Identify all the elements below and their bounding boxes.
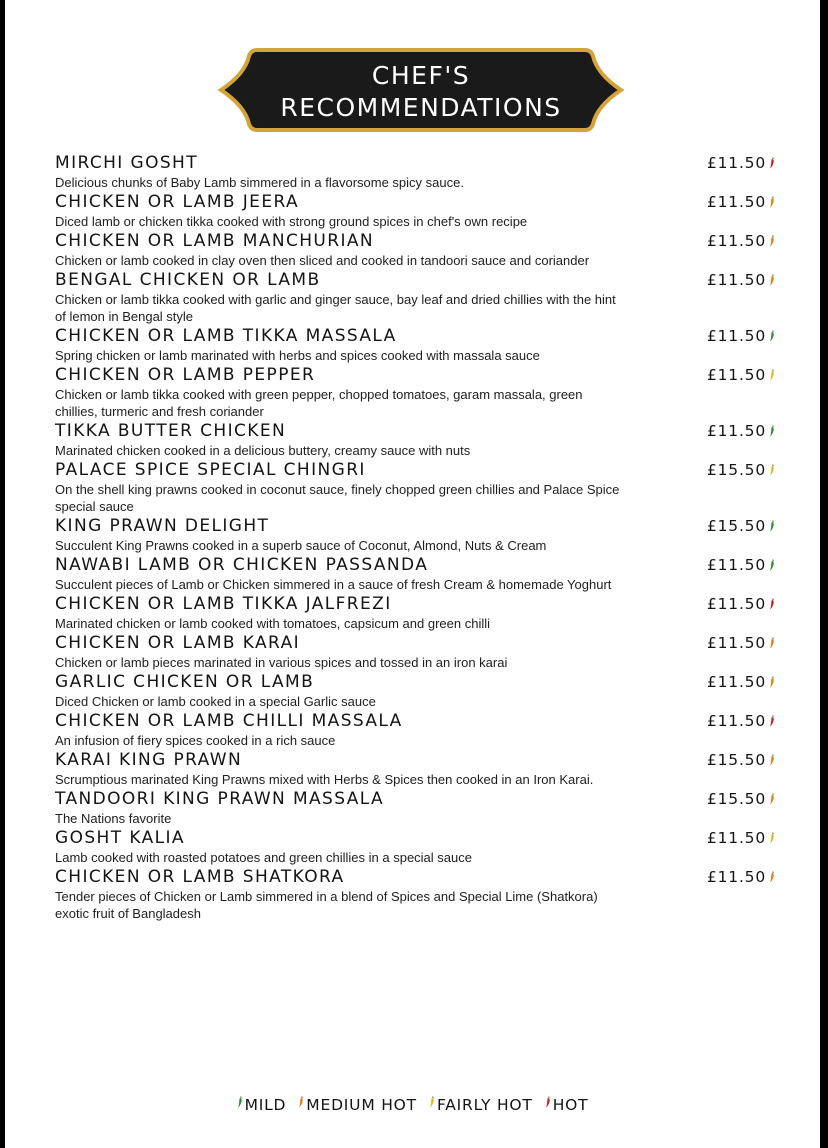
dish-name: CHICKEN OR LAMB KARAI xyxy=(55,633,301,653)
dish-name: CHICKEN OR LAMB SHATKORA xyxy=(55,867,345,887)
dish-name: KING PRAWN DELIGHT xyxy=(55,516,270,536)
menu-item xyxy=(55,515,785,554)
dish-description: Scrumptious marinated King Prawns mixed with Herbs & Spices then cooked in an Iron Karai. xyxy=(55,772,594,787)
dish-price: £15.50 xyxy=(706,751,766,769)
dish-price-group xyxy=(707,868,775,886)
dish-price: £11.50 xyxy=(706,634,766,652)
chilli-medium-hot-icon xyxy=(769,235,775,247)
dish-description: Tender pieces of Chicken or Lamb simmered in a blend of Spices and Special Lime (Shatkora) exotic fruit of Bangladesh xyxy=(55,889,598,921)
chilli-medium-hot-icon xyxy=(769,196,775,208)
dish-price: £15.50 xyxy=(706,461,766,479)
chilli-hot-icon xyxy=(769,598,775,610)
dish-price-group xyxy=(707,154,775,172)
legend-label: FAIRLY HOT xyxy=(436,1096,533,1114)
chilli-fairly-hot-icon xyxy=(769,832,775,844)
dish-description: The Nations favorite xyxy=(55,811,172,826)
dish-name: TANDOORI KING PRAWN MASSALA xyxy=(55,789,385,809)
dish-description: Chicken or lamb tikka cooked with garlic and ginger sauce, bay leaf and dried chillies with the hint of lemon in Bengal style xyxy=(55,292,616,324)
chilli-medium-hot-icon xyxy=(298,1096,304,1108)
dish-name: TIKKA BUTTER CHICKEN xyxy=(55,421,287,441)
menu-item xyxy=(55,788,785,827)
dish-price-group xyxy=(707,790,775,808)
menu-item xyxy=(55,269,785,325)
legend-item-medium-hot xyxy=(298,1096,417,1114)
dish-name: GARLIC CHICKEN OR LAMB xyxy=(55,672,315,692)
dish-name: NAWABI LAMB OR CHICKEN PASSANDA xyxy=(55,555,429,575)
dish-price: £11.50 xyxy=(706,556,766,574)
dish-name: CHICKEN OR LAMB JEERA xyxy=(55,192,300,212)
dish-price: £11.50 xyxy=(706,712,766,730)
dish-name: PALACE SPICE SPECIAL CHINGRI xyxy=(55,460,366,480)
chilli-fairly-hot-icon xyxy=(429,1096,435,1108)
dish-price: £15.50 xyxy=(706,517,766,535)
chilli-mild-icon xyxy=(769,520,775,532)
dish-price-group xyxy=(707,712,775,730)
dish-name: GOSHT KALIA xyxy=(55,828,185,848)
dish-description: Spring chicken or lamb marinated with herbs and spices cooked with massala sauce xyxy=(55,348,540,363)
dish-price: £11.50 xyxy=(706,193,766,211)
dish-price: £11.50 xyxy=(706,595,766,613)
chilli-fairly-hot-icon xyxy=(769,464,775,476)
chilli-medium-hot-icon xyxy=(769,793,775,805)
legend-label: MEDIUM HOT xyxy=(306,1096,417,1114)
dish-name: MIRCHI GOSHT xyxy=(55,153,199,173)
dish-description: Chicken or lamb tikka cooked with green pepper, chopped tomatoes, garam massala, green chillies, turmeric and fresh coriander xyxy=(55,387,583,419)
dish-description: On the shell king prawns cooked in coconut sauce, finely chopped green chillies and Palace Spice special sauce xyxy=(55,482,620,514)
dish-description: Delicious chunks of Baby Lamb simmered in a flavorsome spicy sauce. xyxy=(55,175,464,190)
chilli-fairly-hot-icon xyxy=(769,369,775,381)
dish-price-group xyxy=(707,829,775,847)
dish-price: £11.50 xyxy=(706,422,766,440)
dish-name: CHICKEN OR LAMB TIKKA JALFREZI xyxy=(55,594,392,614)
chilli-hot-icon xyxy=(769,157,775,169)
chilli-hot-icon xyxy=(545,1096,551,1108)
chilli-medium-hot-icon xyxy=(769,871,775,883)
menu-item xyxy=(55,420,785,459)
title-line-1: CHEF'S xyxy=(371,61,471,90)
title-banner xyxy=(217,46,625,134)
dish-price-group xyxy=(707,595,775,613)
legend-item-fairly-hot xyxy=(429,1096,533,1114)
dish-name: CHICKEN OR LAMB MANCHURIAN xyxy=(55,231,375,251)
chilli-hot-icon xyxy=(769,715,775,727)
dish-description: Marinated chicken or lamb cooked with tomatoes, capsicum and green chilli xyxy=(55,616,490,631)
dish-description: An infusion of fiery spices cooked in a rich sauce xyxy=(55,733,336,748)
legend-label: HOT xyxy=(552,1096,589,1114)
dish-price: £11.50 xyxy=(706,868,766,886)
menu-item xyxy=(55,554,785,593)
dish-description: Lamb cooked with roasted potatoes and green chillies in a special sauce xyxy=(55,850,472,865)
menu-item xyxy=(55,632,785,671)
dish-name: CHICKEN OR LAMB CHILLI MASSALA xyxy=(55,711,403,731)
dish-name: BENGAL CHICKEN OR LAMB xyxy=(55,270,321,290)
legend-item-hot xyxy=(545,1096,589,1114)
legend-label: MILD xyxy=(244,1096,287,1114)
menu-page xyxy=(5,0,820,1148)
dish-description: Succulent pieces of Lamb or Chicken simmered in a sauce of fresh Cream & homemade Yoghurt xyxy=(55,577,612,592)
dish-price-group xyxy=(707,193,775,211)
dish-price: £15.50 xyxy=(706,790,766,808)
dish-price-group xyxy=(707,634,775,652)
menu-item xyxy=(55,593,785,632)
dish-name: CHICKEN OR LAMB TIKKA MASSALA xyxy=(55,326,397,346)
menu-list xyxy=(55,152,785,922)
dish-description: Chicken or lamb pieces marinated in various spices and tossed in an iron karai xyxy=(55,655,508,670)
dish-price-group xyxy=(707,366,775,384)
dish-price: £11.50 xyxy=(706,154,766,172)
legend-item-mild xyxy=(237,1096,287,1114)
title-line-2: RECOMMENDATIONS xyxy=(280,93,562,122)
dish-price: £11.50 xyxy=(706,271,766,289)
menu-item xyxy=(55,364,785,420)
dish-price-group xyxy=(707,271,775,289)
dish-price: £11.50 xyxy=(706,673,766,691)
menu-item xyxy=(55,191,785,230)
dish-name: KARAI KING PRAWN xyxy=(55,750,243,770)
dish-price-group xyxy=(707,517,775,535)
dish-price: £11.50 xyxy=(706,829,766,847)
dish-price: £11.50 xyxy=(706,327,766,345)
dish-price-group xyxy=(707,422,775,440)
dish-description: Chicken or lamb cooked in clay oven then sliced and cooked in tandoori sauce and coriander xyxy=(55,253,590,268)
menu-item xyxy=(55,827,785,866)
menu-item xyxy=(55,325,785,364)
menu-item xyxy=(55,671,785,710)
dish-price-group xyxy=(707,673,775,691)
chilli-mild-icon xyxy=(769,559,775,571)
chilli-mild-icon xyxy=(769,330,775,342)
page-title xyxy=(217,60,625,124)
menu-item xyxy=(55,230,785,269)
dish-price: £11.50 xyxy=(706,366,766,384)
heat-legend xyxy=(5,1096,820,1114)
menu-item xyxy=(55,866,785,922)
menu-item xyxy=(55,749,785,788)
chilli-medium-hot-icon xyxy=(769,274,775,286)
menu-item xyxy=(55,710,785,749)
menu-item xyxy=(55,459,785,515)
dish-price-group xyxy=(707,232,775,250)
chilli-mild-icon xyxy=(769,425,775,437)
dish-price-group xyxy=(707,751,775,769)
dish-description: Marinated chicken cooked in a delicious buttery, creamy sauce with nuts xyxy=(55,443,471,458)
dish-price-group xyxy=(707,327,775,345)
chilli-mild-icon xyxy=(237,1096,243,1108)
chilli-medium-hot-icon xyxy=(769,637,775,649)
menu-item xyxy=(55,152,785,191)
dish-description: Succulent King Prawns cooked in a superb sauce of Coconut, Almond, Nuts & Cream xyxy=(55,538,547,553)
dish-price-group xyxy=(707,556,775,574)
dish-description: Diced lamb or chicken tikka cooked with strong ground spices in chef's own recipe xyxy=(55,214,528,229)
dish-price: £11.50 xyxy=(706,232,766,250)
dish-price-group xyxy=(707,461,775,479)
chilli-medium-hot-icon xyxy=(769,676,775,688)
dish-description: Diced Chicken or lamb cooked in a special Garlic sauce xyxy=(55,694,376,709)
chilli-medium-hot-icon xyxy=(769,754,775,766)
dish-name: CHICKEN OR LAMB PEPPER xyxy=(55,365,316,385)
